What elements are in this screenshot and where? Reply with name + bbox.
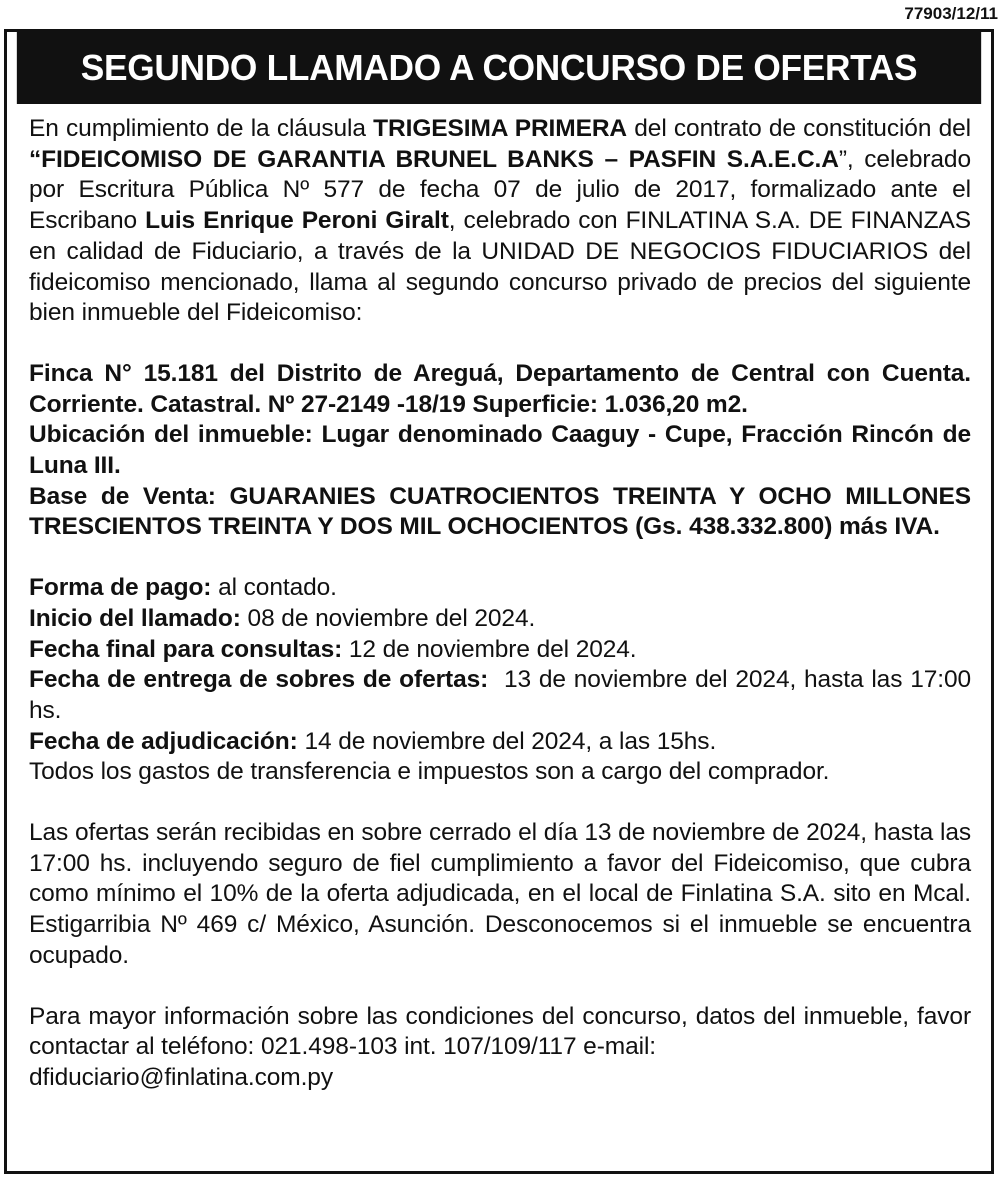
term-award xyxy=(29,727,971,758)
property-location-text: Ubicación del inmueble: Lugar denominado Caaguy - Cupe, Fracción Rincón de Luna III. xyxy=(29,421,971,480)
intro-clause: TRIGESIMA PRIMERA xyxy=(373,115,628,142)
term-delivery-value: 13 de noviembre del 2024, hasta las 17:00 hs. xyxy=(29,666,978,724)
term-start-label: Inicio del llamado: xyxy=(29,604,241,632)
term-payment-value: al contado. xyxy=(211,574,337,602)
offers-paragraph: Las ofertas serán recibidas en sobre cerrado el día 13 de noviembre de 2024, hasta las 17:00 hs. incluyendo seguro de fiel cumplimiento a favor del Fideicomiso, que cubra como mínimo el 10% de la oferta adjudicada, en el local de Finlatina S.A. sito en Mcal. Estigarribia Nº 469 c/ México, Asunción. Desconocemos si el inmueble se encuentra ocupado. xyxy=(29,819,971,969)
property-finca xyxy=(29,359,971,420)
term-queries xyxy=(29,635,971,666)
term-award-label: Fecha de adjudicación: xyxy=(29,727,298,755)
term-payment xyxy=(29,573,971,604)
notice-body xyxy=(7,104,991,1094)
term-award-value: 14 de noviembre del 2024, a las 15hs. xyxy=(297,727,717,755)
term-costs: Todos los gastos de transferencia e impuestos son a cargo del comprador. xyxy=(29,758,830,786)
property-base-price xyxy=(29,482,971,543)
intro-trust-name: “FIDEICOMISO DE GARANTIA BRUNEL BANKS – PASFIN S.A.E.C.A xyxy=(29,145,839,173)
term-queries-value: 12 de noviembre del 2024. xyxy=(342,635,637,663)
contact-email: dfiduciario@finlatina.com.py xyxy=(29,1063,333,1091)
term-delivery xyxy=(29,665,978,726)
term-queries-label: Fecha final para consultas: xyxy=(29,635,343,663)
contact-paragraph: Para mayor información sobre las condiciones del concurso, datos del inmueble, favor contactar al teléfono: 021.498-103 int. 107/109/117 e-mail: xyxy=(29,1002,971,1061)
reference-code: 77903/12/11 xyxy=(904,4,998,23)
term-start xyxy=(29,604,971,635)
term-payment-label: Forma de pago: xyxy=(29,574,212,602)
term-delivery-label: Fecha de entrega de sobres de ofertas: xyxy=(29,666,489,694)
term-start-value: 08 de noviembre del 2024. xyxy=(240,604,536,632)
intro-notary: Luis Enrique Peroni Giralt xyxy=(145,207,449,235)
property-finca-text: Finca N° 15.181 del Distrito de Areguá, Departamento de Central con Cuenta. Corriente. Catastral. Nº 27-2149 -18/19 Superficie: 1.036,20 m2. xyxy=(29,359,971,418)
property-base-text: Base de Venta: GUARANIES CUATROCIENTOS TREINTA Y OCHO MILLONES TRESCIENTOS TREINTA Y DOS MIL OCHOCIENTOS (Gs. 438.332.800) más IVA. xyxy=(29,482,971,541)
property-location xyxy=(29,420,971,481)
notice-frame xyxy=(4,29,994,1174)
intro-paragraph xyxy=(29,114,971,329)
intro-text-4: , celebrado con FINLATINA S.A. DE FINANZAS en calidad de Fiduciario, a través de la UNIDAD DE NEGOCIOS FIDUCIARIOS del fideicomiso mencionado, llama al segundo concurso privado de precios del siguiente bien inmueble del Fideicomiso: xyxy=(29,207,971,327)
intro-text-1: En cumplimiento de la cláusula xyxy=(29,115,374,142)
notice-title: SEGUNDO LLAMADO A CONCURSO DE OFERTAS xyxy=(17,32,981,104)
intro-text-3: ”, celebrado por Escritura Pública Nº 577 de fecha 07 de julio de 2017, formalizado ante el Escribano xyxy=(29,145,971,235)
intro-text-2: del contrato de constitución del xyxy=(627,115,972,142)
